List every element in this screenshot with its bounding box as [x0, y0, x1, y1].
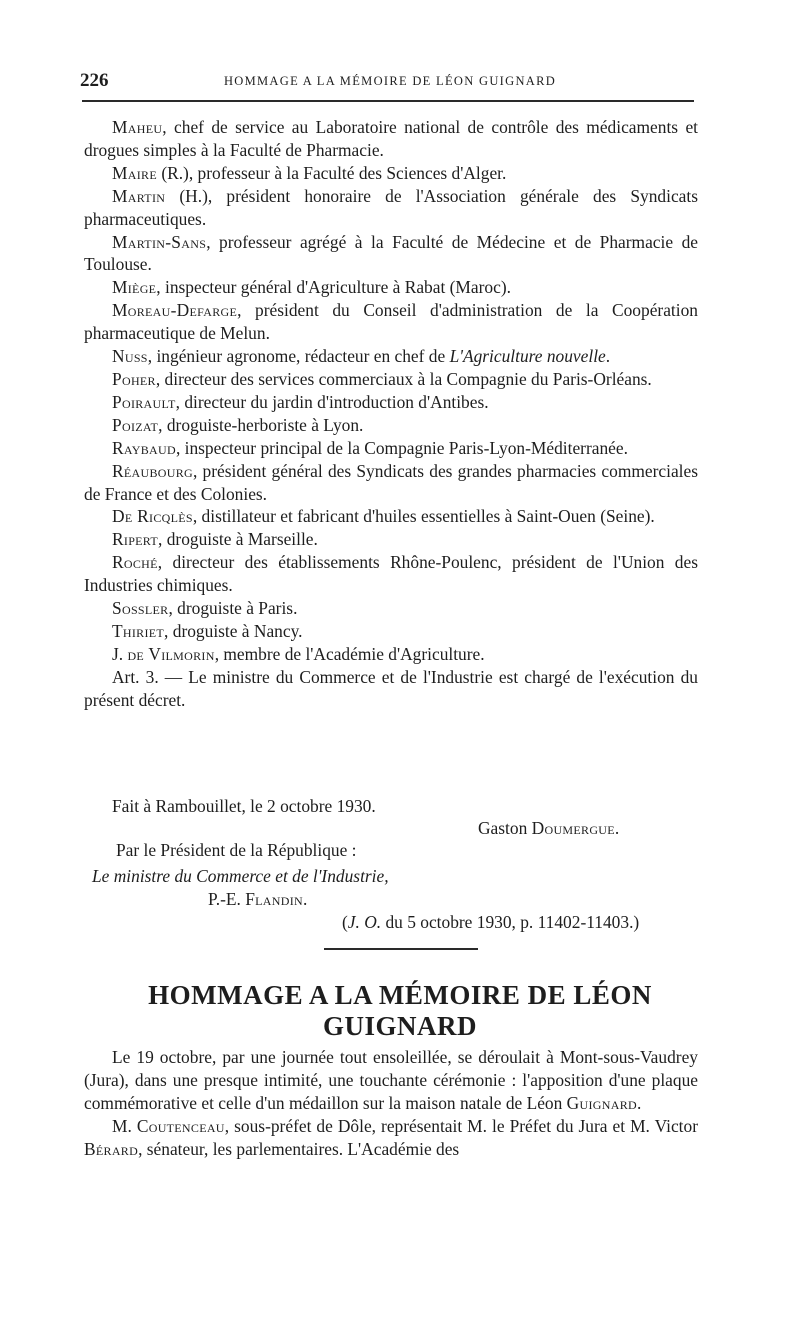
member-name: Réaubourg	[112, 460, 193, 481]
list-item: Thiriet, droguiste à Nancy.	[112, 620, 303, 641]
member-name: Poirault	[112, 391, 176, 412]
member-name: De Ricqlès	[112, 506, 193, 527]
list-item: Poirault, directeur du jardin d'introduction d'Antibes.	[112, 391, 489, 412]
member-name: Moreau-Defarge	[112, 300, 238, 321]
list-item: Poher, directeur des services commerciaux à la Compagnie du Paris-Orléans.	[112, 368, 652, 389]
paragraph: M. Coutenceau, sous-préfet de Dôle, représentait M. le Préfet du Jura et M. Victor Bérard, sénateur, les parlementaires. L'Académie des	[84, 1115, 698, 1159]
member-name: de Vilmorin	[127, 643, 215, 664]
member-name: Martin	[112, 185, 166, 206]
president-signature: Gaston Doumergue.	[478, 818, 620, 838]
member-name: Maire	[112, 162, 157, 183]
minister-signature: P.-E. Flandin.	[208, 889, 308, 909]
list-item: Miège, inspecteur général d'Agriculture à Rabat (Maroc).	[112, 277, 511, 298]
member-name: Nuss	[112, 346, 148, 367]
list-item: Poizat, droguiste-herboriste à Lyon.	[112, 414, 364, 435]
list-item: Moreau-Defarge, président du Conseil d'administration de la Coopération pharmaceutique de Melun.	[84, 300, 698, 344]
list-item: Raybaud, inspecteur principal de la Compagnie Paris-Lyon-Méditerranée.	[112, 437, 628, 458]
member-name: Ripert	[112, 529, 159, 550]
list-item: Réaubourg, président général des Syndicats des grandes pharmacies commerciales de France et des Colonies.	[84, 460, 698, 504]
journal-title: L'Agriculture nouvelle	[449, 346, 606, 367]
list-item: Sossler, droguiste à Paris.	[112, 598, 298, 619]
member-name: Maheu	[112, 117, 163, 137]
page-header	[80, 70, 700, 96]
section-title: HOMMAGE A LA MÉMOIRE DE LÉON GUIGNARD	[148, 980, 652, 1041]
list-item: Ripert, droguiste à Marseille.	[112, 529, 318, 550]
header-rule	[82, 100, 694, 102]
list-item: Nuss, ingénieur agronome, rédacteur en chef de L'Agriculture nouvelle.	[112, 346, 611, 367]
member-name: Poizat	[112, 414, 159, 435]
article-3: Art. 3. — Le ministre du Commerce et de l'Industrie est chargé de l'exécution du présent décret.	[84, 666, 698, 710]
member-name: Sossler	[112, 598, 169, 619]
member-name: Thiriet	[112, 620, 165, 641]
minister-title: Le ministre du Commerce et de l'Industrie,	[92, 866, 389, 886]
section-divider	[324, 948, 478, 950]
page-number: 226	[80, 70, 109, 91]
member-name: Raybaud	[112, 437, 176, 458]
section-body	[84, 1046, 698, 1161]
running-title: HOMMAGE A LA MÉMOIRE DE LÉON GUIGNARD	[223, 74, 557, 88]
list-item: Roché, directeur des établissements Rhône-Poulenc, président de l'Union des Industries chimiques.	[84, 552, 698, 596]
list-item: De Ricqlès, distillateur et fabricant d'huiles essentielles à Saint-Ouen (Seine).	[112, 506, 655, 527]
list-item: Maire (R.), professeur à la Faculté des Sciences d'Alger.	[112, 162, 507, 183]
member-name: Miège	[112, 277, 157, 298]
list-item: Maheu, chef de service au Laboratoire national de contrôle des médicaments et drogues simples à la Faculté de Pharmacie.	[84, 117, 698, 160]
member-name: Martin-Sans	[112, 231, 207, 252]
list-item: Martin (H.), président honoraire de l'Association générale des Syndicats pharmaceutiques.	[84, 185, 698, 229]
member-name: Roché	[112, 552, 158, 573]
journal-officiel-reference: (J. O. du 5 octobre 1930, p. 11402-11403.)	[342, 912, 640, 932]
decree-date: Fait à Rambouillet, le 2 octobre 1930.	[112, 796, 376, 816]
by-president-line: Par le Président de la République :	[116, 840, 357, 860]
paragraph: Le 19 octobre, par une journée tout ensoleillée, se déroulait à Mont-sous-Vaudrey (Jura), dans une presque intimité, une touchante cérémonie : l'apposition d'une plaque commémorative et celle d'un médaillon sur la maison natale de Léon Guignard.	[84, 1047, 698, 1113]
member-name: Poher	[112, 368, 156, 389]
decree-member-list	[84, 116, 698, 712]
list-item: J. de Vilmorin, membre de l'Académie d'Agriculture.	[112, 643, 485, 664]
list-item: Martin-Sans, professeur agrégé à la Faculté de Médecine et de Pharmacie de Toulouse.	[84, 231, 698, 275]
